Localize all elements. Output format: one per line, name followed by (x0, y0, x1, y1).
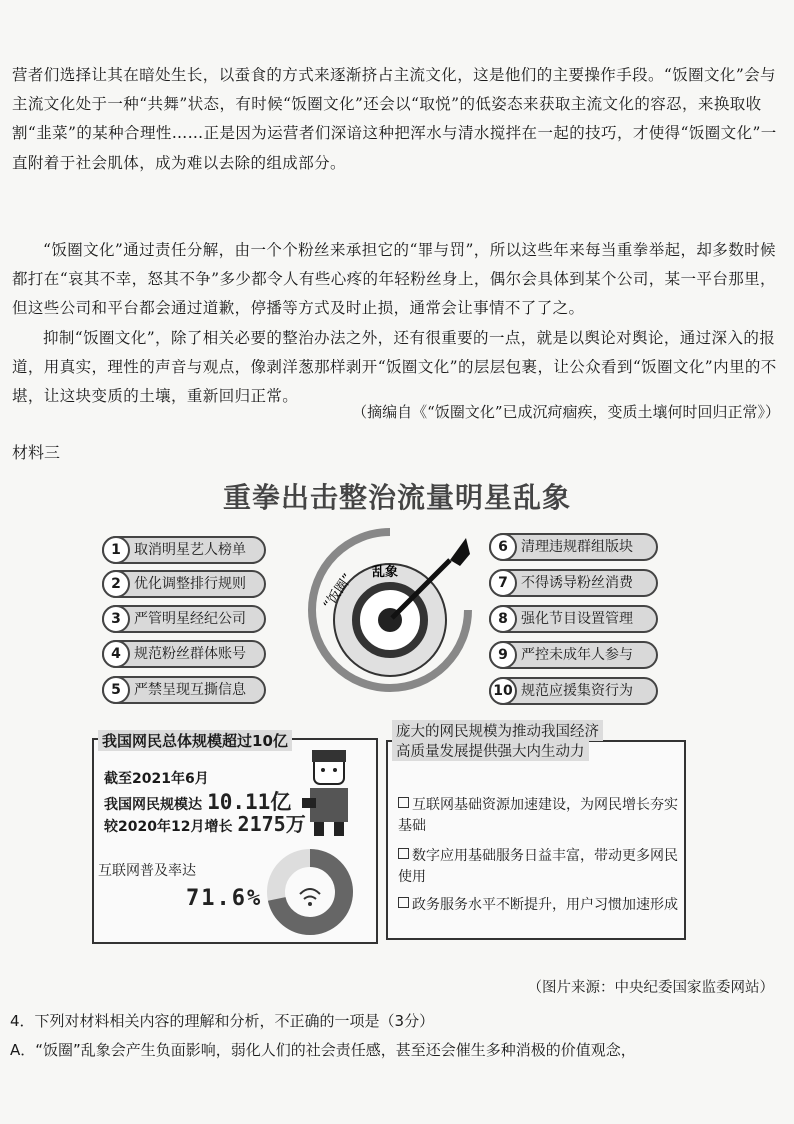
option-a: A．“饭圈”乱象会产生负面影响，弱化人们的社会责任感，甚至还会催生多种消极的价值观念， (10, 1041, 636, 1059)
penetration-donut (262, 844, 358, 940)
paragraph-3: 抑制“饭圈文化”，除了相关必要的整治办法之外，还有很重要的一点，就是以舆论对舆论，通过深入的报道，用真实，理性的声音与观点，像剥洋葱那样剥开“饭圈文化”的层层包裹，让公众看到“饭圈文化”内里的不堪，让这块变质的土壤，重新回归正常。 (12, 329, 777, 406)
bullet-text: 互联网基础资源加速建设，为网民增长夯实基础 (398, 797, 678, 834)
measure-item (102, 676, 266, 704)
item-text: 优化调整排行规则 (134, 576, 246, 592)
measure-item (102, 536, 266, 564)
measure-item (489, 605, 658, 633)
item-text: 清理违规群组版块 (521, 539, 633, 555)
dart-fletching (450, 538, 470, 566)
stat-date: 截至2021年6月 (104, 771, 209, 787)
bullet-square-icon (398, 797, 409, 808)
item-text: 严控未成年人参与 (521, 647, 633, 663)
image-credit: （图片来源：中央纪委国家监委网站） (527, 980, 774, 996)
penetration-label: 互联网普及率达 (98, 863, 196, 879)
measure-item (102, 605, 266, 633)
item-number: 2 (102, 570, 130, 598)
stat-growth-row (104, 808, 306, 837)
item-number: 10 (489, 677, 517, 705)
item-text: 规范粉丝群体账号 (134, 646, 246, 662)
item-number: 4 (102, 640, 130, 668)
target-label-right: 乱象 (372, 565, 399, 580)
economy-title-line1: 庞大的网民规模为推动我国经济 (392, 720, 603, 741)
item-number: 1 (102, 536, 130, 564)
stat-growth-label: 较2020年12月增长 (104, 819, 233, 835)
measure-item (489, 569, 658, 597)
measure-item (102, 570, 266, 598)
economy-bullet (398, 795, 688, 837)
measure-item (102, 640, 266, 668)
penetration-value: 71.6% (186, 886, 263, 911)
item-number: 6 (489, 533, 517, 561)
bullet-square-icon (398, 848, 409, 859)
economy-bullet (398, 895, 688, 916)
source-citation: （摘编自《“饭圈文化”已成沉疴痼疾，变质土壤何时回归正常》） (352, 403, 780, 421)
stat-scale-value: 10.11亿 (207, 790, 292, 814)
item-number: 7 (489, 569, 517, 597)
question-stem: 4．下列对材料相关内容的理解和分析，不正确的一项是（3分） (10, 1012, 435, 1030)
paragraph-1: 营者们选择让其在暗处生长，以蚕食的方式来逐渐挤占主流文化，这是他们的主要操作手段。“饭圈文化”会与主流文化处于一种“共舞”状态，有时候“饭圈文化”还会以“取悦”的低姿态来获取主流文化的容忍，来换取收割“韭菜”的某种合理性……正是因为运营者们深谙这种把浑水与清水搅拌在一起的技巧，才使得“饭圈文化”一直附着于社会肌体，成为难以去除的组成部分。 (12, 66, 777, 172)
measure-item (489, 641, 658, 669)
stat-scale-label: 我国网民规模达 (104, 797, 202, 813)
material-label: 材料三 (12, 443, 61, 462)
economy-title-line2: 高质量发展提供强大内生动力 (392, 740, 589, 761)
item-text: 严管明星经纪公司 (134, 611, 246, 627)
target-label-left: “饭圈” (320, 571, 356, 613)
bullet-square-icon (398, 897, 409, 908)
netizen-scale-title: 我国网民总体规模超过10亿 (98, 730, 292, 751)
item-text: 不得诱导粉丝消费 (521, 575, 633, 591)
bullet-text: 数字应用基础服务日益丰富，带动更多网民使用 (398, 848, 678, 885)
measure-item (489, 533, 658, 561)
stat-growth-value: 2175万 (237, 812, 306, 836)
wifi-icon (300, 889, 320, 899)
paragraph-2: “饭圈文化”通过责任分解，由一个个粉丝来承担它的“罪与罚”，所以这些年来每当重拳举起，却多数时候都打在“哀其不幸，怒其不争”多少都令人有些心疼的年轻粉丝身上，偶尔会具体到某个公司，某一平台那里，但这些公司和平台都会通过道歉，停播等方式及时止损，通常会让事情不了了之。 (12, 241, 776, 318)
item-number: 5 (102, 676, 130, 704)
item-text: 严禁呈现互撕信息 (134, 682, 246, 698)
measure-item (489, 677, 658, 705)
bullet-text: 政务服务水平不断提升，用户习惯加速形成 (412, 897, 678, 913)
item-number: 9 (489, 641, 517, 669)
person-icon (300, 748, 360, 838)
item-text: 强化节目设置管理 (521, 611, 633, 627)
item-text: 取消明星艺人榜单 (134, 542, 246, 558)
economy-bullet (398, 846, 688, 888)
item-number: 3 (102, 605, 130, 633)
item-number: 8 (489, 605, 517, 633)
item-text: 规范应援集资行为 (521, 683, 633, 699)
infographic-title: 重拳出击整治流量明星乱象 (222, 481, 571, 514)
target-graphic (300, 520, 480, 700)
